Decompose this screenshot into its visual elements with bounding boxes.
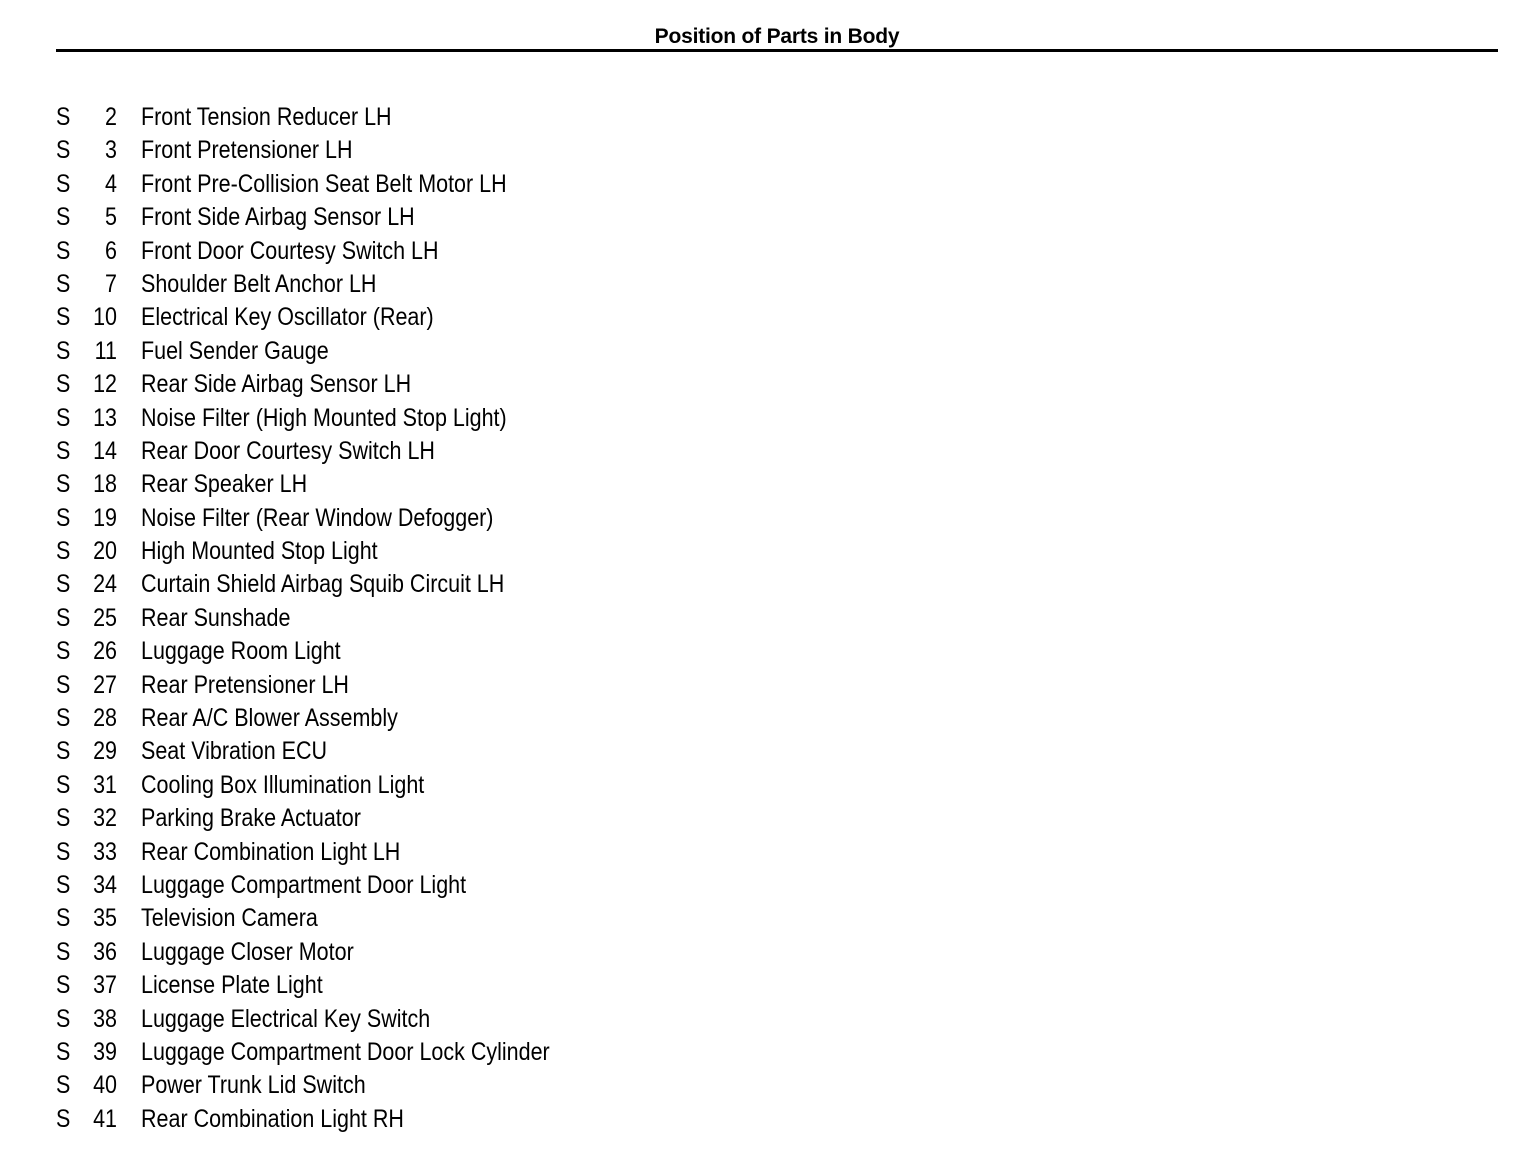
part-number: 26: [93, 637, 117, 666]
part-name: Power Trunk Lid Switch: [141, 1071, 366, 1100]
part-name: Rear A/C Blower Assembly: [141, 704, 398, 733]
part-prefix: S: [56, 537, 71, 566]
part-name: Rear Combination Light LH: [141, 837, 401, 866]
part-name: Rear Combination Light RH: [141, 1104, 404, 1133]
part-name: Cooling Box Illumination Light: [141, 770, 425, 799]
part-prefix: S: [56, 503, 71, 532]
part-name: Luggage Electrical Key Switch: [141, 1004, 431, 1033]
part-prefix: S: [56, 837, 71, 866]
part-prefix: S: [56, 704, 71, 733]
part-name: Rear Speaker LH: [141, 470, 308, 499]
part-prefix: S: [56, 236, 71, 265]
part-number: 18: [93, 470, 117, 499]
part-prefix: S: [56, 103, 71, 131]
part-name: Fuel Sender Gauge: [141, 336, 329, 365]
part-prefix: S: [56, 937, 71, 966]
part-name: Front Pretensioner LH: [141, 136, 353, 165]
part-prefix: S: [56, 904, 71, 933]
part-name: Front Side Airbag Sensor LH: [141, 203, 415, 232]
part-name: Television Camera: [141, 904, 318, 933]
part-number: 3: [105, 136, 117, 165]
part-number: 19: [93, 503, 117, 532]
part-number: 7: [105, 269, 117, 298]
part-name: Noise Filter (Rear Window Defogger): [141, 503, 494, 532]
header-divider: [56, 49, 1498, 52]
part-prefix: S: [56, 370, 71, 399]
part-prefix: S: [56, 169, 71, 198]
part-prefix: S: [56, 303, 71, 332]
part-number: 31: [93, 770, 117, 799]
part-prefix: S: [56, 603, 71, 632]
part-name: Front Door Courtesy Switch LH: [141, 236, 439, 265]
part-number: 27: [93, 670, 117, 699]
part-name: Seat Vibration ECU: [141, 737, 328, 766]
part-number: 10: [93, 303, 117, 332]
part-number: 41: [93, 1104, 117, 1133]
part-number: 14: [93, 436, 117, 465]
part-prefix: S: [56, 971, 71, 1000]
part-prefix: S: [56, 269, 71, 298]
part-number: 32: [93, 804, 117, 833]
part-name: Electrical Key Oscillator (Rear): [141, 303, 434, 332]
part-number: 35: [93, 904, 117, 933]
part-number: 2: [105, 103, 117, 131]
part-number: 24: [93, 570, 117, 599]
page-header: [56, 22, 1498, 52]
part-name: Luggage Room Light: [141, 637, 341, 666]
part-number: 20: [93, 537, 117, 566]
part-prefix: S: [56, 737, 71, 766]
part-number: 36: [93, 937, 117, 966]
part-name: Luggage Closer Motor: [141, 937, 354, 966]
part-number: 12: [93, 370, 117, 399]
part-prefix: S: [56, 1037, 71, 1066]
part-number: 6: [105, 236, 117, 265]
part-number: 34: [93, 870, 117, 899]
part-name: Front Pre-Collision Seat Belt Motor LH: [141, 169, 507, 198]
part-name: High Mounted Stop Light: [141, 537, 378, 566]
part-number: 38: [93, 1004, 117, 1033]
part-name: Noise Filter (High Mounted Stop Light): [141, 403, 507, 432]
part-number: 37: [93, 971, 117, 1000]
part-number: 28: [93, 704, 117, 733]
part-prefix: S: [56, 403, 71, 432]
part-prefix: S: [56, 436, 71, 465]
part-prefix: S: [56, 637, 71, 666]
part-name: Shoulder Belt Anchor LH: [141, 269, 377, 298]
part-number: 11: [94, 336, 117, 365]
part-name: Front Tension Reducer LH: [141, 103, 392, 131]
part-number: 13: [93, 403, 117, 432]
part-prefix: S: [56, 203, 71, 232]
part-prefix: S: [56, 870, 71, 899]
part-number: 33: [93, 837, 117, 866]
part-prefix: S: [56, 804, 71, 833]
part-name: License Plate Light: [141, 971, 323, 1000]
part-name: Luggage Compartment Door Light: [141, 870, 467, 899]
part-prefix: S: [56, 336, 71, 365]
part-prefix: S: [56, 770, 71, 799]
part-prefix: S: [56, 470, 71, 499]
part-number: 39: [93, 1037, 117, 1066]
part-prefix: S: [56, 136, 71, 165]
part-number: 4: [105, 169, 117, 198]
part-prefix: S: [56, 570, 71, 599]
page-title: Position of Parts in Body: [654, 25, 900, 48]
part-name: Rear Sunshade: [141, 603, 291, 632]
part-prefix: S: [56, 1004, 71, 1033]
part-name: Parking Brake Actuator: [141, 804, 361, 833]
part-name: Luggage Compartment Door Lock Cylinder: [141, 1037, 550, 1066]
part-name: Curtain Shield Airbag Squib Circuit LH: [141, 570, 505, 599]
part-prefix: S: [56, 1071, 71, 1100]
part-name: Rear Door Courtesy Switch LH: [141, 436, 435, 465]
part-number: 29: [93, 737, 117, 766]
part-name: Rear Pretensioner LH: [141, 670, 349, 699]
part-prefix: S: [56, 670, 71, 699]
part-name: Rear Side Airbag Sensor LH: [141, 370, 412, 399]
part-number: 5: [105, 203, 117, 232]
part-number: 40: [93, 1071, 117, 1100]
part-number: 25: [93, 603, 117, 632]
part-prefix: S: [56, 1104, 71, 1133]
